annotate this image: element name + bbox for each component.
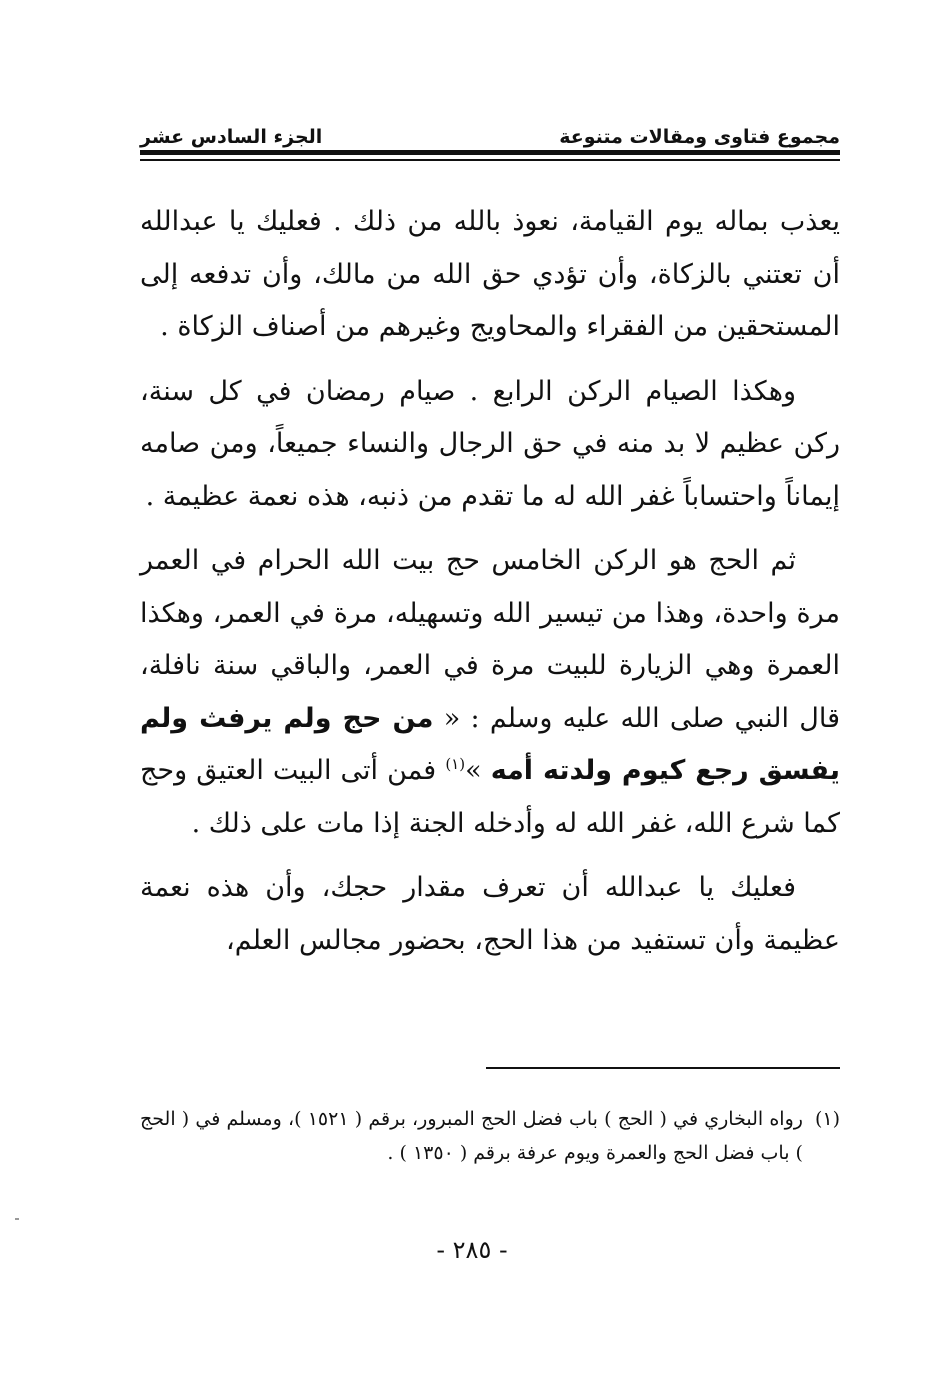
- paragraph-fasting: وهكذا الصيام الركن الرابع . صيام رمضان في كل سنة، ركن عظيم لا بد منه في حق الرجال والنساء جميعاً، ومن صامه إيماناً واحتساباً غفر الله له ما تقدم من ذنبه، هذه نعمة عظيمة .: [140, 375, 840, 512]
- header-rule-thin: [140, 159, 840, 161]
- footnote: [140, 1102, 840, 1170]
- volume-label: الجزء السادس عشر: [140, 126, 323, 148]
- book-title: مجموع فتاوى ومقالات متنوعة: [559, 126, 840, 148]
- paragraph-zakat: يعذب بماله يوم القيامة، نعوذ بالله من ذلك . فعليك يا عبدالله أن تعتني بالزكاة، وأن تؤدي حق الله من مالك، وأن تدفعه إلى المستحقين من الفقراء والمحاويج وغيرهم من أصناف الزكاة .: [140, 206, 840, 342]
- body-text: [140, 196, 840, 979]
- running-header: [140, 108, 840, 148]
- hajj-conclusion-text: فمن أتى البيت العتيق وحج كما شرع الله، غفر الله له وأدخله الجنة إذا مات على ذلك .: [140, 755, 840, 839]
- paragraph-hajj: [140, 535, 840, 850]
- hajj-intro-text: ثم الحج هو الركن الخامس حج بيت الله الحرام في العمر مرة واحدة، وهذا من تيسير الله وتسهيله، مرة في العمر، وهكذا العمرة وهي الزيارة للبيت مرة في العمر، والباقي سنة نافلة، قال النبي صلى الله عليه وسلم : «: [140, 545, 840, 734]
- footnote-separator: [486, 1067, 840, 1069]
- footnote-reference[interactable]: (١): [445, 755, 466, 773]
- hadith-quote: من حج ولم يرفث ولم يفسق رجع كيوم ولدته أمه: [140, 702, 840, 786]
- scan-speck: [15, 1218, 19, 1220]
- footnote-text: رواه البخاري في ( الحج ) باب فضل الحج المبرور، برقم ( ١٥٢١ )، ومسلم في ( الحج ) باب فضل الحج والعمرة ويوم عرفة برقم ( ١٣٥٠ ) .: [140, 1108, 803, 1164]
- header-rule-thick: [140, 150, 840, 155]
- paragraph-benefit: فعليك يا عبدالله أن تعرف مقدار حجك، وأن هذه نعمة عظيمة وأن تستفيد من هذا الحج، بحضور مجالس العلم،: [140, 872, 840, 956]
- footnote-number: (١): [814, 1108, 840, 1130]
- hadith-close-quote: »: [465, 755, 491, 786]
- page-number: - ٢٨٥ -: [436, 1236, 508, 1264]
